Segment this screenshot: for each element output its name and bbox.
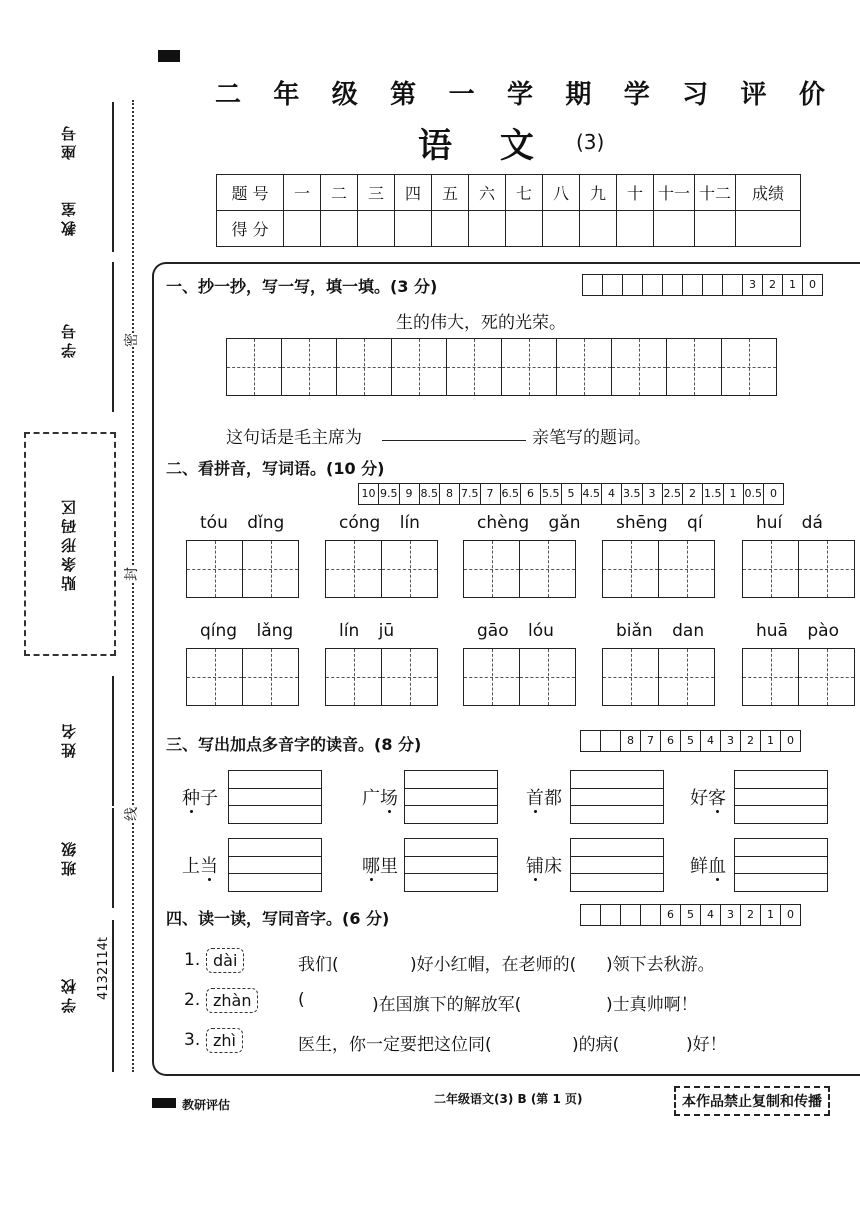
- pinyin-writing-lines[interactable]: [734, 770, 828, 824]
- grid-cell[interactable]: [798, 649, 854, 705]
- emphasis-dot: [716, 878, 719, 881]
- barcode-label: 贴条形码区: [60, 496, 78, 591]
- title-char: 学: [623, 80, 650, 110]
- exam-title: [215, 74, 825, 111]
- grid-cell[interactable]: [501, 339, 556, 395]
- score-box[interactable]: 6.5: [500, 484, 521, 504]
- sentence-part: )在国旗下的解放军(: [372, 995, 522, 1015]
- emphasis-dot: [534, 810, 537, 813]
- paper-code: 4132114t: [96, 920, 111, 1000]
- grid-cell[interactable]: [666, 339, 721, 395]
- pinyin-prompt: tóu dǐng: [200, 513, 285, 533]
- footer-center: 二年级语文(3) B (第 1 页): [434, 1092, 583, 1106]
- seal-feng: 封: [121, 567, 141, 581]
- score-box[interactable]: 3: [742, 275, 762, 295]
- margin-line: [112, 182, 114, 252]
- sentence-part: (: [298, 990, 305, 1010]
- polyphone-word: 广场: [362, 788, 398, 809]
- score-cell[interactable]: [580, 211, 617, 247]
- margin-line: [112, 920, 114, 1072]
- score-box[interactable]: 1.5: [702, 484, 723, 504]
- polyphone-word: 首都: [526, 788, 562, 809]
- answer-grid[interactable]: [325, 648, 438, 706]
- grid-cell[interactable]: [743, 649, 798, 705]
- grid-cell[interactable]: [658, 649, 714, 705]
- score-table: [216, 174, 801, 247]
- score-box[interactable]: 5: [561, 484, 581, 504]
- score-box[interactable]: [600, 905, 620, 925]
- grid-cell[interactable]: [326, 541, 381, 597]
- answer-grid[interactable]: [463, 648, 576, 706]
- score-box[interactable]: [722, 275, 742, 295]
- sentence-part: 我们(: [298, 955, 339, 975]
- pinyin-prompt: qíng lǎng: [200, 621, 294, 641]
- grid-cell[interactable]: [743, 541, 798, 597]
- registration-mark: [158, 50, 180, 62]
- pinyin-prompt: biǎn dan: [616, 621, 705, 641]
- grid-cell[interactable]: [242, 649, 298, 705]
- score-box[interactable]: 5.5: [540, 484, 561, 504]
- polyphone-word: 种子: [182, 788, 218, 809]
- score-box[interactable]: 9.5: [378, 484, 399, 504]
- name-label: 姓名: [60, 720, 78, 758]
- score-box[interactable]: [682, 275, 702, 295]
- section-4-scorebar: [580, 904, 801, 926]
- score-cell[interactable]: [321, 211, 358, 247]
- score-box[interactable]: 6: [660, 905, 680, 925]
- score-box[interactable]: [642, 275, 662, 295]
- question-number-label: 题 号: [217, 175, 284, 211]
- copy-grid[interactable]: [226, 338, 777, 396]
- score-box[interactable]: 2.5: [662, 484, 683, 504]
- score-box[interactable]: 0: [780, 731, 800, 751]
- grid-cell[interactable]: [187, 649, 242, 705]
- polyphone-word: 鲜血: [690, 856, 726, 877]
- score-box[interactable]: [583, 275, 602, 295]
- total-score-cell[interactable]: [736, 211, 801, 247]
- grid-cell[interactable]: [326, 649, 381, 705]
- pinyin-box: zhàn: [206, 988, 258, 1013]
- question-number: 八: [543, 175, 580, 211]
- volume-number: (3): [576, 130, 605, 154]
- item-number: 1.: [184, 950, 201, 970]
- footer-left: 教研评估: [182, 1098, 231, 1112]
- pinyin-prompt: gāo lóu: [477, 621, 554, 641]
- grid-cell[interactable]: [464, 649, 519, 705]
- section-1-scorebar: [582, 274, 823, 296]
- score-box[interactable]: 8: [439, 484, 459, 504]
- score-box[interactable]: 7: [640, 731, 660, 751]
- score-cell[interactable]: [654, 211, 695, 247]
- question-number: 十: [617, 175, 654, 211]
- score-cell[interactable]: [284, 211, 321, 247]
- title-char: 级: [331, 80, 358, 110]
- score-box[interactable]: 3.5: [621, 484, 642, 504]
- sentence-part: )好！: [686, 1035, 727, 1055]
- pinyin-writing-lines[interactable]: [570, 770, 664, 824]
- question-number: 七: [506, 175, 543, 211]
- title-char: 第: [390, 80, 417, 110]
- score-cell[interactable]: [506, 211, 543, 247]
- score-cell[interactable]: [543, 211, 580, 247]
- score-box[interactable]: 6: [660, 731, 680, 751]
- grid-cell[interactable]: [519, 649, 575, 705]
- question-number: 十二: [695, 175, 736, 211]
- score-cell[interactable]: [432, 211, 469, 247]
- score-box[interactable]: [581, 905, 600, 925]
- fill-text-before: 这句话是毛主席为: [226, 428, 362, 448]
- title-char: 二: [215, 80, 242, 110]
- grid-cell[interactable]: [281, 339, 336, 395]
- seal-line: [132, 100, 134, 1072]
- score-cell[interactable]: [695, 211, 736, 247]
- pinyin-writing-lines[interactable]: [734, 838, 828, 892]
- score-cell[interactable]: [358, 211, 395, 247]
- score-box[interactable]: [702, 275, 722, 295]
- answer-grid[interactable]: [463, 540, 576, 598]
- score-box[interactable]: 0: [802, 275, 822, 295]
- score-box[interactable]: [602, 275, 622, 295]
- question-number: 十一: [654, 175, 695, 211]
- seal-mi: 密: [121, 333, 141, 347]
- polyphone-word: 好客: [690, 788, 726, 809]
- subject-title: 语 文: [418, 126, 552, 166]
- pinyin-writing-lines[interactable]: [228, 770, 322, 824]
- section-2-scorebar: [358, 483, 784, 505]
- section-1-title: 一、抄一抄，写一写，填一填。(3 分): [166, 277, 438, 296]
- score-box[interactable]: [620, 905, 640, 925]
- section-2-title: 二、看拼音，写词语。(10 分): [166, 459, 385, 478]
- score-box[interactable]: 0: [763, 484, 783, 504]
- score-box[interactable]: 1: [723, 484, 743, 504]
- copy-sentence: 生的伟大，死的光荣。: [396, 313, 566, 333]
- pinyin-prompt: lín jū: [339, 621, 395, 641]
- score-box[interactable]: 5: [680, 731, 700, 751]
- score-box[interactable]: 2: [740, 731, 760, 751]
- score-box[interactable]: [600, 731, 620, 751]
- polyphone-word: 哪里: [362, 856, 398, 877]
- polyphone-word: 上当: [182, 856, 218, 877]
- emphasis-dot: [716, 810, 719, 813]
- grid-cell[interactable]: [519, 541, 575, 597]
- grid-cell[interactable]: [227, 339, 281, 395]
- score-cell[interactable]: [395, 211, 432, 247]
- grid-cell[interactable]: [464, 541, 519, 597]
- score-box[interactable]: 0.5: [743, 484, 764, 504]
- score-box[interactable]: 4.5: [581, 484, 602, 504]
- emphasis-dot: [370, 878, 373, 881]
- pinyin-writing-lines[interactable]: [404, 838, 498, 892]
- score-box[interactable]: 5: [680, 905, 700, 925]
- score-box[interactable]: 2: [682, 484, 702, 504]
- score-box[interactable]: 10: [361, 487, 376, 500]
- fill-blank[interactable]: [382, 440, 526, 441]
- grid-cell[interactable]: [556, 339, 611, 395]
- answer-grid[interactable]: [602, 648, 715, 706]
- score-box[interactable]: 6: [520, 484, 540, 504]
- grid-cell[interactable]: [336, 339, 391, 395]
- grid-cell[interactable]: [658, 541, 714, 597]
- class-label: 班级: [60, 838, 78, 876]
- grid-cell[interactable]: [242, 541, 298, 597]
- score-box[interactable]: 3: [642, 484, 662, 504]
- score-box[interactable]: [622, 275, 642, 295]
- student-id-label: 学号: [60, 320, 78, 358]
- pinyin-prompt: cóng lín: [339, 513, 420, 533]
- answer-grid[interactable]: [742, 648, 855, 706]
- score-box[interactable]: 0: [780, 905, 800, 925]
- grid-cell[interactable]: [603, 541, 658, 597]
- title-char: 价: [798, 80, 825, 110]
- score-box[interactable]: 1: [782, 275, 802, 295]
- score-box[interactable]: 2: [740, 905, 760, 925]
- section-4-title: 四、读一读，写同音字。(6 分): [166, 909, 390, 928]
- pinyin-prompt: huā pào: [756, 621, 839, 641]
- emphasis-dot: [534, 878, 537, 881]
- score-box[interactable]: [581, 731, 600, 751]
- margin-line: [112, 808, 114, 908]
- item-number: 2.: [184, 990, 201, 1010]
- grid-cell[interactable]: [187, 541, 242, 597]
- score-box[interactable]: 3: [720, 905, 740, 925]
- score-box[interactable]: 8.5: [419, 484, 440, 504]
- score-box[interactable]: [640, 905, 660, 925]
- score-box[interactable]: 4: [700, 731, 720, 751]
- title-char: 一: [448, 80, 475, 110]
- question-number: 二: [321, 175, 358, 211]
- title-char: 学: [506, 80, 533, 110]
- score-label: 得 分: [217, 211, 284, 247]
- sentence-part: )士真帅啊！: [606, 995, 698, 1015]
- emphasis-dot: [208, 878, 211, 881]
- sentence-part: )好小红帽，在老师的(: [410, 955, 577, 975]
- answer-grid[interactable]: [186, 540, 299, 598]
- score-box[interactable]: 7: [480, 484, 500, 504]
- pinyin-box: dài: [206, 948, 244, 973]
- room-label: 教室: [60, 198, 78, 236]
- grid-cell[interactable]: [798, 541, 854, 597]
- grid-cell[interactable]: [603, 649, 658, 705]
- score-box[interactable]: 3: [720, 731, 740, 751]
- grid-cell[interactable]: [446, 339, 501, 395]
- score-box[interactable]: 8: [620, 731, 640, 751]
- score-box[interactable]: 1: [760, 731, 780, 751]
- polyphone-word: 铺床: [526, 856, 562, 877]
- grid-cell[interactable]: [381, 541, 437, 597]
- sentence-part: 医生，你一定要把这位同(: [298, 1035, 492, 1055]
- title-char: 年: [273, 80, 300, 110]
- score-box[interactable]: [662, 275, 682, 295]
- grid-cell[interactable]: [721, 339, 776, 395]
- question-number: 六: [469, 175, 506, 211]
- title-char: 习: [682, 80, 709, 110]
- section-3-title: 三、写出加点多音字的读音。(8 分): [166, 735, 422, 754]
- question-number: 三: [358, 175, 395, 211]
- answer-grid[interactable]: [186, 648, 299, 706]
- score-box[interactable]: 4: [700, 905, 720, 925]
- seal-xian: 线: [121, 807, 141, 821]
- title-char: 期: [565, 80, 592, 110]
- margin-line: [112, 102, 114, 182]
- total-label: 成绩: [736, 175, 801, 211]
- emphasis-dot: [388, 810, 391, 813]
- section-3-scorebar: [580, 730, 801, 752]
- emphasis-dot: [190, 810, 193, 813]
- pinyin-prompt: huí dá: [756, 513, 823, 533]
- grid-cell[interactable]: [611, 339, 666, 395]
- question-number: 四: [395, 175, 432, 211]
- pinyin-writing-lines[interactable]: [228, 838, 322, 892]
- sentence-part: )的病(: [572, 1035, 620, 1055]
- margin-line: [112, 676, 114, 806]
- item-number: 3.: [184, 1030, 201, 1050]
- answer-grid[interactable]: [602, 540, 715, 598]
- score-box[interactable]: 2: [762, 275, 782, 295]
- pinyin-writing-lines[interactable]: [570, 838, 664, 892]
- score-box[interactable]: 7.5: [459, 484, 480, 504]
- score-cell[interactable]: [469, 211, 506, 247]
- question-number: 五: [432, 175, 469, 211]
- fill-text-after: 亲笔写的题词。: [532, 428, 651, 448]
- pinyin-writing-lines[interactable]: [404, 770, 498, 824]
- pinyin-prompt: shēng qí: [616, 513, 703, 533]
- school-label: 学校: [60, 975, 78, 1013]
- pinyin-box: zhì: [206, 1028, 243, 1053]
- sentence-part: )领下去秋游。: [606, 955, 715, 975]
- footer-mark: [152, 1098, 176, 1108]
- pinyin-prompt: chèng gǎn: [477, 513, 581, 533]
- answer-grid[interactable]: [325, 540, 438, 598]
- title-char: 评: [740, 80, 767, 110]
- score-box[interactable]: 4: [601, 484, 621, 504]
- seat-label: 座号: [60, 122, 78, 160]
- score-box[interactable]: 9: [399, 484, 419, 504]
- copyright-notice: 本作品禁止复制和传播: [674, 1086, 830, 1116]
- answer-grid[interactable]: [742, 540, 855, 598]
- grid-cell[interactable]: [381, 649, 437, 705]
- grid-cell[interactable]: [391, 339, 446, 395]
- margin-line: [112, 262, 114, 412]
- score-box[interactable]: 1: [760, 905, 780, 925]
- question-number: 一: [284, 175, 321, 211]
- question-number: 九: [580, 175, 617, 211]
- score-cell[interactable]: [617, 211, 654, 247]
